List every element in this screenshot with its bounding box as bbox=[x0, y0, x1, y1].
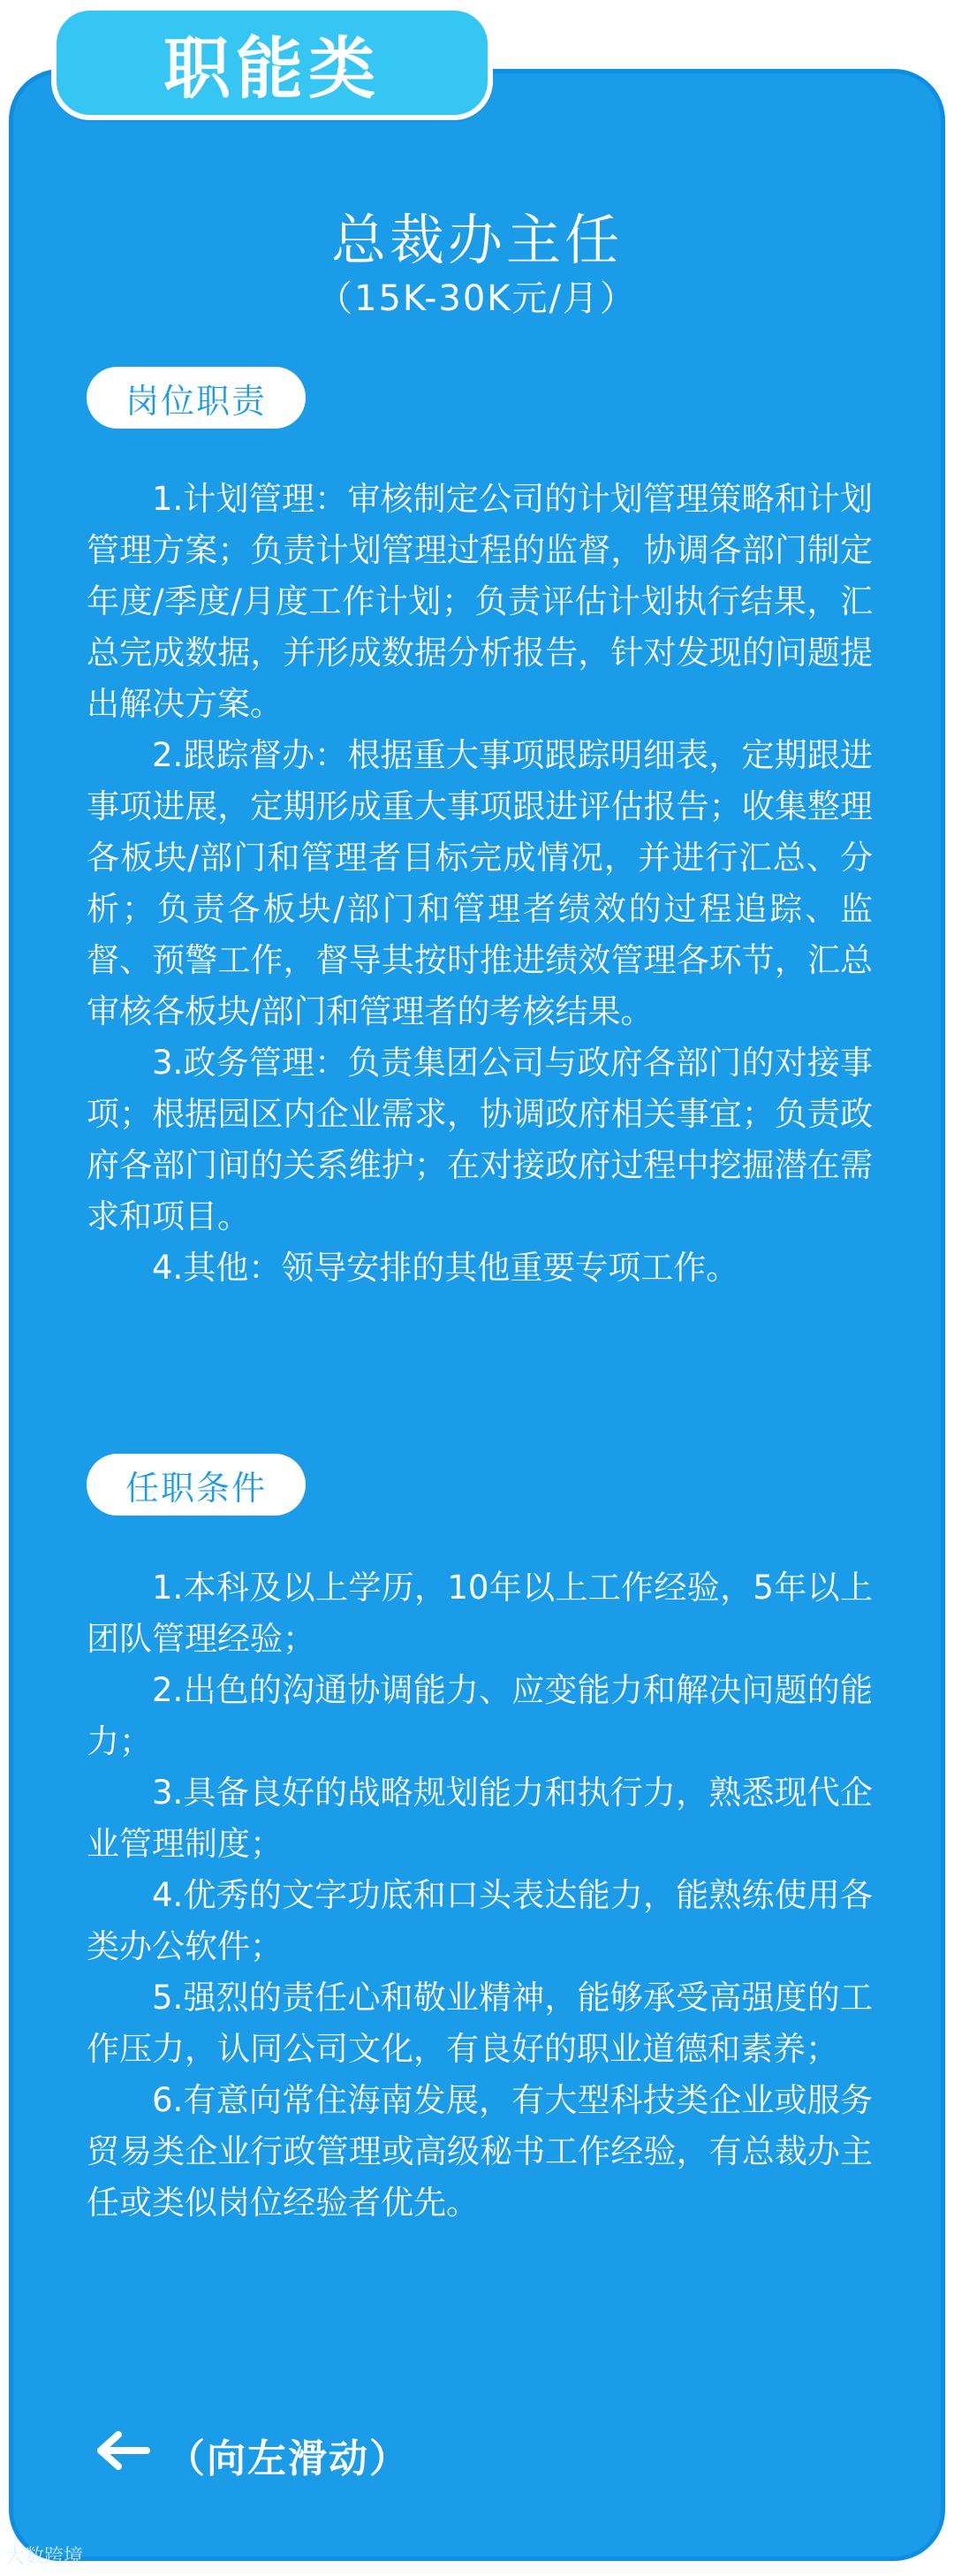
section-heading-duties: 岗位职责 bbox=[87, 367, 306, 429]
job-title: 总裁办主任 bbox=[330, 208, 623, 272]
requirements-list bbox=[87, 1562, 873, 2229]
requirement-item: 6.有意向常住海南发展，有大型科技类企业或服务贸易类企业行政管理或高级秘书工作经验，有总裁办主任或类似岗位经验者优先。 bbox=[87, 2081, 873, 2222]
section-heading-requirements: 任职条件 bbox=[87, 1454, 306, 1516]
requirement-item: 4.优秀的文字功底和口头表达能力，能熟练使用各类办公软件； bbox=[87, 1876, 873, 1965]
duty-item: 2.跟踪督办：根据重大事项跟踪明细表，定期跟进事项进展，定期形成重大事项跟进评估报告；收集整理各板块/部门和管理者目标完成情况，并进行汇总、分析；负责各板块/部门和管理者绩效的过程追踪、监督、预警工作，督导其按时推进绩效管理各环节，汇总审核各板块/部门和管理者的考核结果。 bbox=[87, 736, 873, 1030]
requirement-item: 5.强烈的责任心和敬业精神，能够承受高强度的工作压力，认同公司文化，有良好的职业道德和素养； bbox=[87, 1979, 873, 2068]
category-tab bbox=[51, 5, 493, 120]
swipe-hint-label: （向左滑动） bbox=[166, 2436, 410, 2481]
duty-item: 4.其他：领导安排的其他重要专项工作。 bbox=[152, 1249, 739, 1287]
requirement-item: 3.具备良好的战略规划能力和执行力，熟悉现代企业管理制度； bbox=[87, 1774, 873, 1863]
arrow-left-icon bbox=[95, 2431, 166, 2480]
requirement-item: 1.本科及以上学历，10年以上工作经验，5年以上团队管理经验； bbox=[87, 1569, 873, 1658]
duty-item: 1.计划管理：审核制定公司的计划管理策略和计划管理方案；负责计划管理过程的监督，协调各部门制定年度/季度/月度工作计划；负责评估计划执行结果，汇总完成数据，并形成数据分析报告，针对发现的问题提出解决方案。 bbox=[87, 480, 873, 723]
requirement-item: 2.出色的沟通协调能力、应变能力和解决问题的能力； bbox=[87, 1671, 873, 1760]
category-label: 职能类 bbox=[163, 28, 381, 108]
duty-item: 3.政务管理：负责集团公司与政府各部门的对接事项；根据园区内企业需求，协调政府相关事宜；负责政府各部门间的关系维护；在对接政府过程中挖掘潜在需求和项目。 bbox=[87, 1044, 873, 1235]
swipe-hint[interactable] bbox=[95, 2428, 410, 2481]
watermark: 大数跨境 bbox=[5, 2546, 84, 2568]
salary-range: （15K-30K元/月） bbox=[317, 278, 637, 319]
duties-list bbox=[87, 474, 873, 1294]
